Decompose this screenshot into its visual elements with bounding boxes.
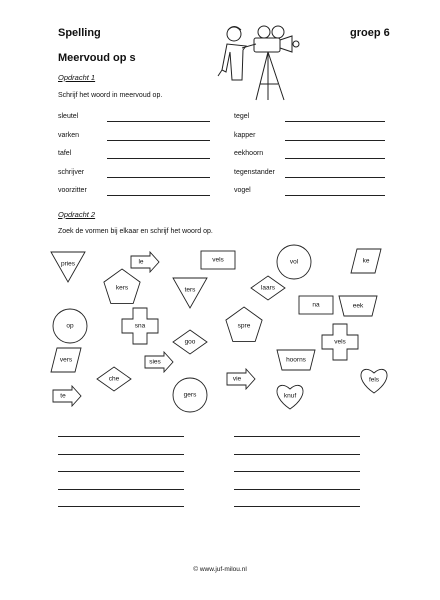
shape-label: fels: [368, 376, 380, 384]
shape-arrow: [53, 386, 81, 406]
shape-label: sna: [134, 322, 146, 330]
group-label: groep 6: [350, 27, 390, 39]
exercise1-word: varken: [58, 131, 80, 139]
answer-line[interactable]: [234, 471, 360, 472]
shape-label: hoorns: [286, 356, 306, 364]
shape-label: gers: [183, 391, 197, 399]
shape-label: le: [138, 258, 144, 266]
exercise1-instruction: Schrijf het woord in meervoud op.: [58, 92, 163, 99]
shape-label: na: [312, 301, 320, 309]
copyright-footer: © www.juf-milou.nl: [193, 566, 247, 573]
shape-label: op: [66, 322, 74, 330]
shape-label: spre: [237, 322, 251, 330]
shape-label: che: [108, 375, 120, 383]
exercise1-word: tegenstander: [234, 168, 275, 176]
shape-label: knuf: [283, 392, 297, 400]
exercise1-word: tafel: [58, 150, 72, 157]
exercise1-word: tegel: [234, 113, 250, 120]
shape-label: laars: [260, 284, 276, 292]
answer-line[interactable]: [234, 506, 360, 507]
shape-label: vol: [289, 258, 299, 266]
exercise1-word: sleutel: [58, 113, 79, 120]
shape-label: te: [60, 392, 66, 400]
answer-line[interactable]: [58, 506, 184, 507]
shape-label: ters: [184, 286, 196, 294]
shape-arrow: [131, 252, 159, 272]
exercise1-word: vogel: [234, 187, 251, 194]
answer-line[interactable]: [58, 436, 184, 437]
subject-label: Spelling: [58, 27, 101, 39]
exercise1-word: kapper: [234, 131, 256, 139]
answer-line[interactable]: [234, 436, 360, 437]
page-title: Meervoud op s: [58, 52, 136, 64]
exercise1-word: voorzitter: [58, 187, 87, 194]
shape-label: ke: [362, 257, 370, 265]
exercise2-instruction: Zoek de vormen bij elkaar en schrijf het woord op.: [58, 228, 213, 235]
shape-label: vels: [212, 256, 224, 264]
answer-line[interactable]: [234, 454, 360, 455]
shape-label: vels: [334, 338, 346, 346]
exercise1-heading: Opdracht 1: [58, 73, 96, 82]
exercise2-heading: Opdracht 2: [58, 210, 96, 219]
shape-label: sies: [149, 358, 161, 366]
shape-label: eek: [352, 302, 364, 310]
exercise1-word: schrijver: [58, 168, 85, 176]
answer-line[interactable]: [58, 489, 184, 490]
shape-label: vie: [232, 375, 242, 383]
answer-line[interactable]: [234, 489, 360, 490]
shape-label: kers: [115, 284, 129, 292]
shape-label: pries: [60, 260, 76, 268]
answer-line[interactable]: [58, 471, 184, 472]
shape-label: vers: [59, 356, 73, 364]
answer-line[interactable]: [58, 454, 184, 455]
exercise1-word: eekhoorn: [234, 150, 264, 157]
shape-label: goo: [184, 338, 196, 346]
